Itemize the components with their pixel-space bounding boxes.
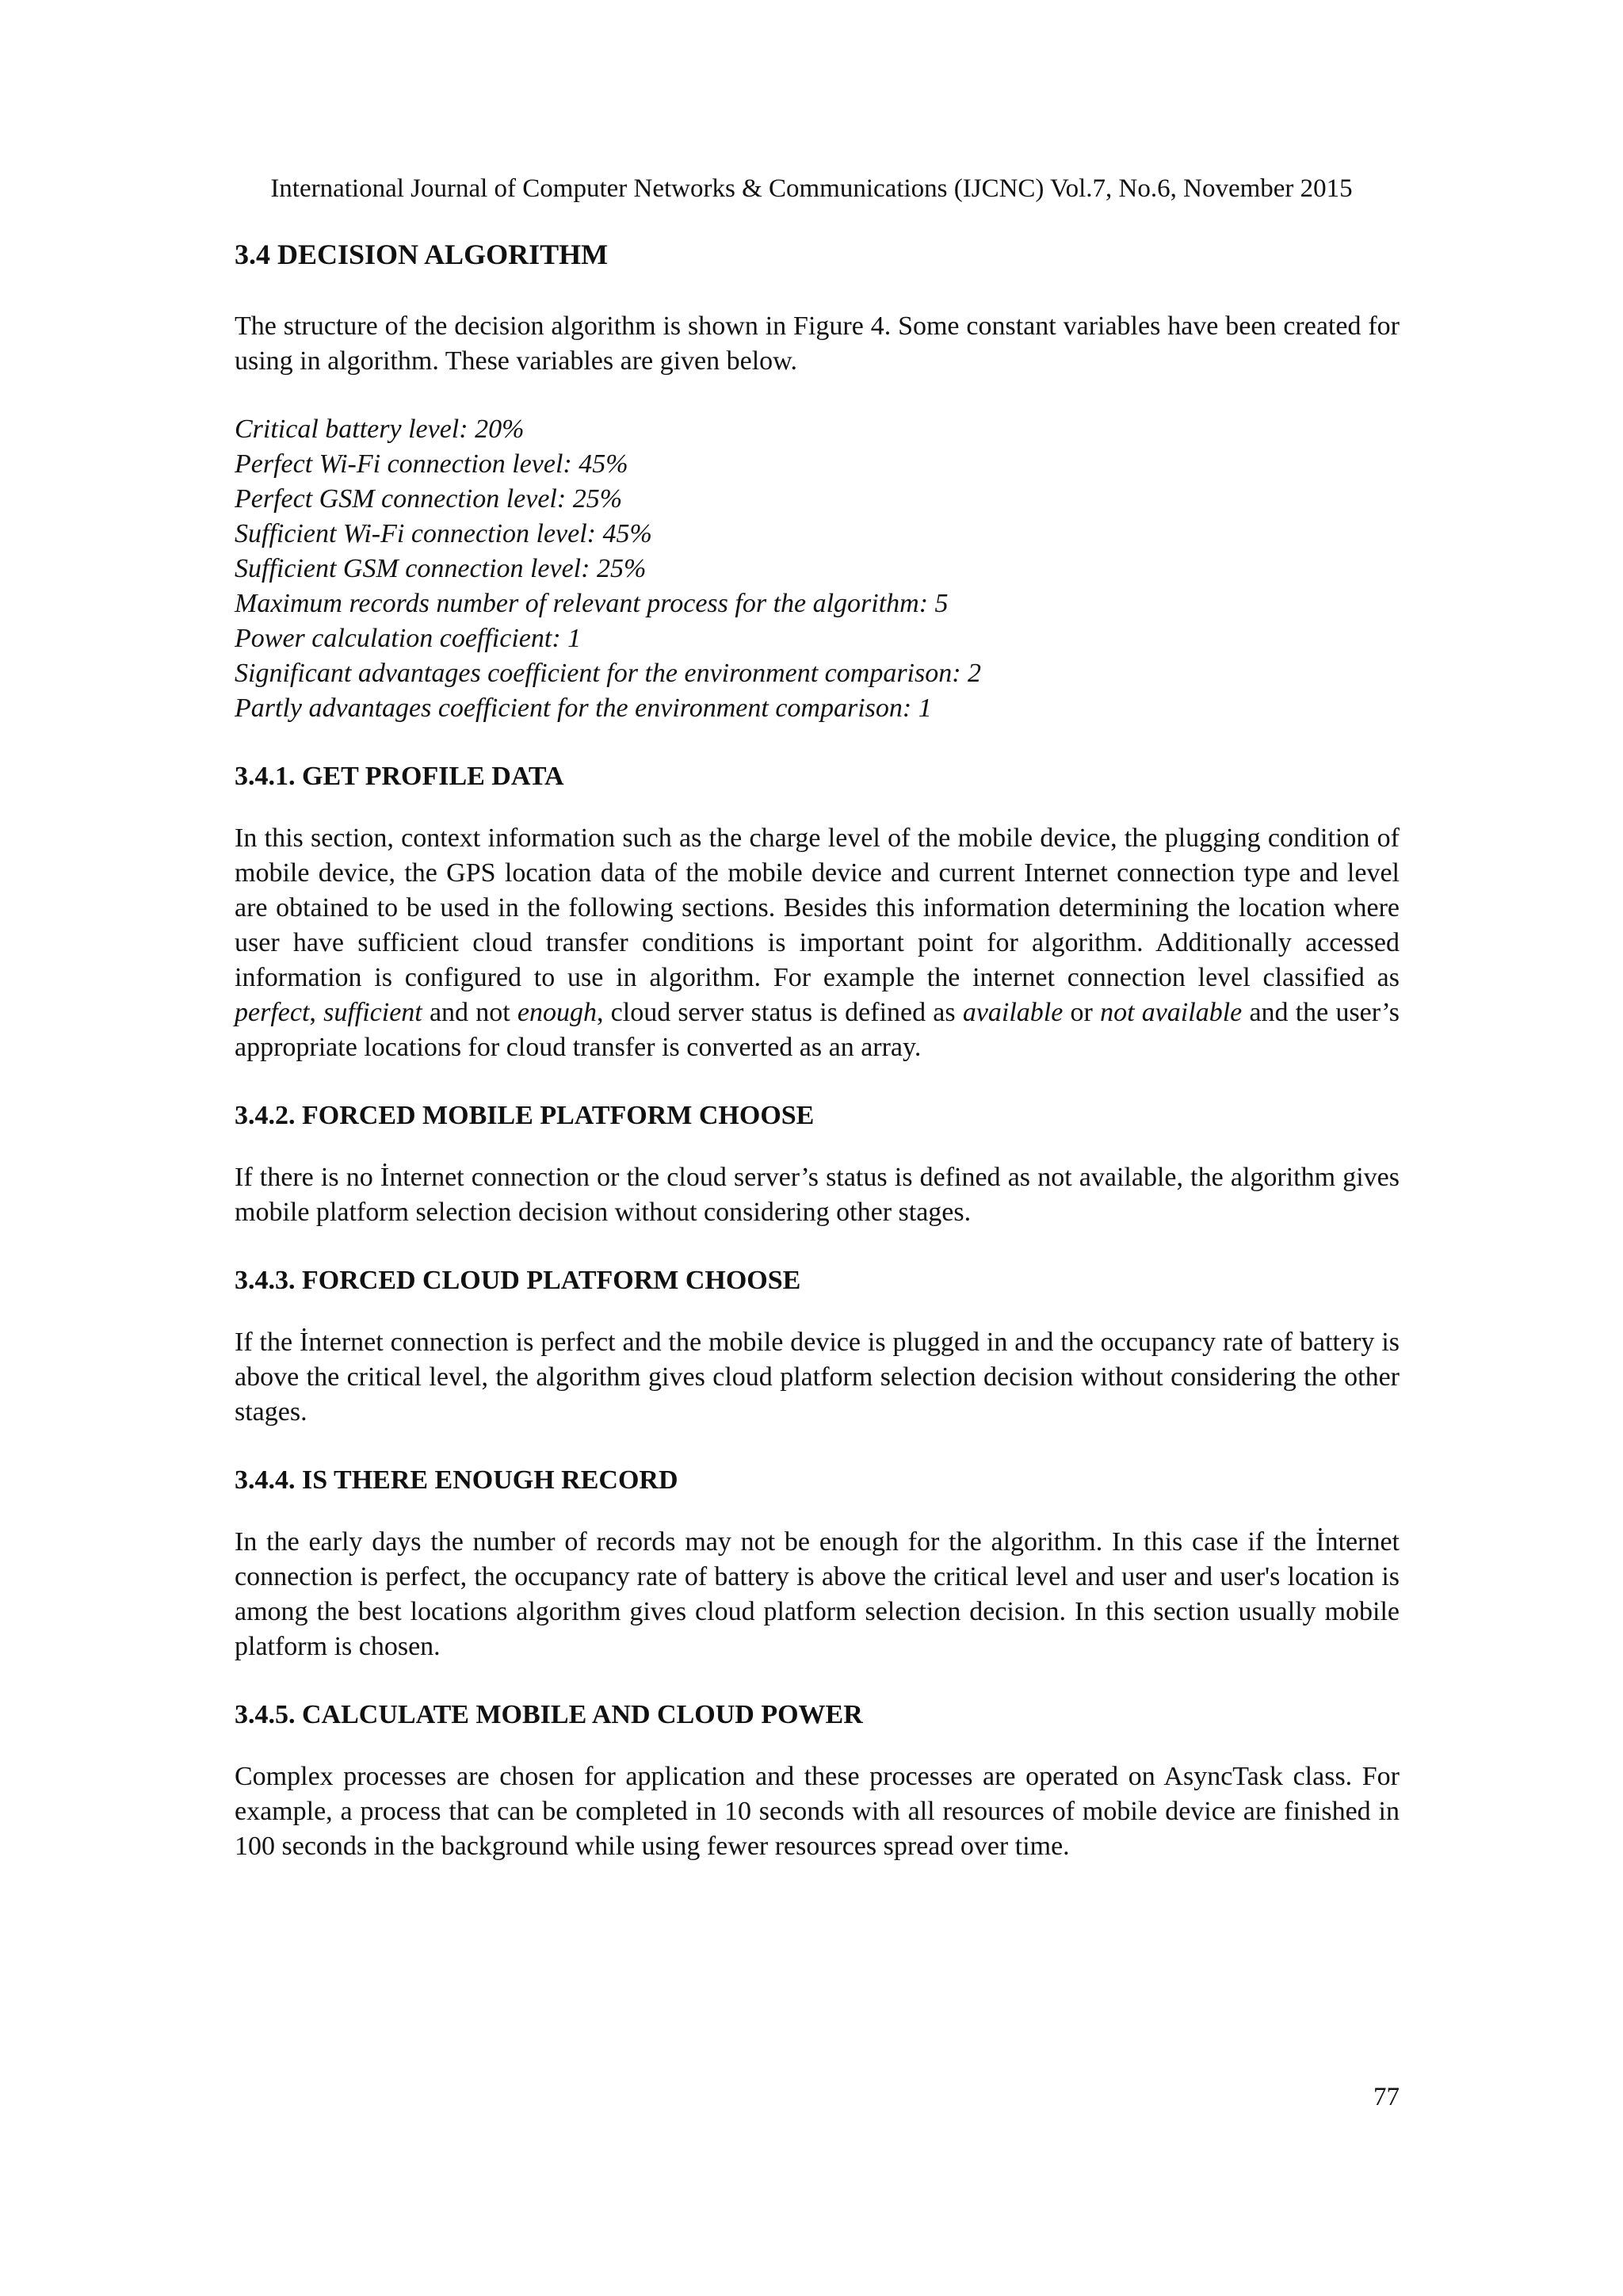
subsection-paragraph-get-profile-data — [235, 821, 1400, 1065]
variable-item: Maximum records number of relevant process for the algorithm: 5 — [235, 589, 949, 618]
emphasis-available: available — [962, 998, 1064, 1027]
constant-variables-list — [235, 412, 1400, 726]
variable-item: Perfect GSM connection level: 25% — [235, 484, 623, 514]
variable-item: Sufficient Wi-Fi connection level: 45% — [235, 519, 652, 548]
paragraph-text: In this section, context information such as the charge level of the mobile device, the plugging condition of mobile device, the GPS location data of the mobile device and current Internet connection type and level are obtained to be used in the following sections. Besides this information determining the location where user have sufficient cloud transfer conditions is important point for algorithm. Additionally accessed information is configured to use in algorithm. For example the internet connection level classified as — [235, 823, 1400, 992]
variable-item: Partly advantages coefficient for the environment comparison: 1 — [235, 693, 932, 723]
page-number: 77 — [1373, 2083, 1400, 2111]
variable-item: Sufficient GSM connection level: 25% — [235, 554, 647, 583]
paragraph-text: and not — [422, 998, 517, 1027]
running-header: International Journal of Computer Networks & Communications (IJCNC) Vol.7, No.6, November 2015 — [270, 174, 1353, 203]
subsection-title-get-profile-data: 3.4.1. GET PROFILE DATA — [235, 762, 564, 791]
emphasis-enough: enough — [517, 998, 597, 1027]
subsection-paragraph-forced-cloud: If the İnternet connection is perfect and the mobile device is plugged in and the occupancy rate of battery is above the critical level, the algorithm gives cloud platform selection decision without considering the other stages. — [235, 1328, 1400, 1427]
variable-item: Significant advantages coefficient for the environment comparison: 2 — [235, 659, 982, 688]
variable-item: Perfect Wi-Fi connection level: 45% — [235, 449, 628, 479]
variable-item: Power calculation coefficient: 1 — [235, 624, 582, 653]
section-intro-paragraph: The structure of the decision algorithm is shown in Figure 4. Some constant variables have been created for using in algorithm. These variables are given below. — [235, 311, 1400, 376]
emphasis-sufficient: sufficient — [323, 998, 422, 1027]
body-column — [235, 235, 1400, 1897]
paragraph-text: and the user’s appropriate locations for cloud transfer is converted as an array. — [235, 998, 1400, 1062]
paragraph-text: , — [309, 998, 324, 1027]
emphasis-perfect: perfect — [235, 998, 310, 1027]
paragraph-text: or — [1063, 998, 1101, 1027]
emphasis-not-available: not available — [1100, 998, 1243, 1027]
subsection-paragraph-forced-mobile: If there is no İnternet connection or the cloud server’s status is defined as not available, the algorithm gives mobile platform selection decision without considering other stages. — [235, 1163, 1400, 1227]
section-title: 3.4 DECISION ALGORITHM — [235, 239, 609, 270]
subsection-title-forced-cloud: 3.4.3. FORCED CLOUD PLATFORM CHOOSE — [235, 1266, 801, 1295]
paragraph-text: , cloud server status is defined as — [596, 998, 963, 1027]
variable-item: Critical battery level: 20% — [235, 415, 525, 444]
subsection-paragraph-enough-record: In the early days the number of records may not be enough for the algorithm. In this case if the İnternet connection is perfect, the occupancy rate of battery is above the critical level and user and user's location is among the best locations algorithm gives cloud platform selection decision. In this section usually mobile platform is chosen. — [235, 1527, 1400, 1661]
subsection-title-calculate-power: 3.4.5. CALCULATE MOBILE AND CLOUD POWER — [235, 1700, 863, 1729]
subsection-title-enough-record: 3.4.4. IS THERE ENOUGH RECORD — [235, 1465, 678, 1495]
subsection-title-forced-mobile: 3.4.2. FORCED MOBILE PLATFORM CHOOSE — [235, 1101, 815, 1130]
subsection-paragraph-calculate-power: Complex processes are chosen for application and these processes are operated on AsyncTask class. For example, a process that can be completed in 10 seconds with all resources of mobile device are finished in 100 seconds in the background while using fewer resources spread over time. — [235, 1762, 1400, 1861]
